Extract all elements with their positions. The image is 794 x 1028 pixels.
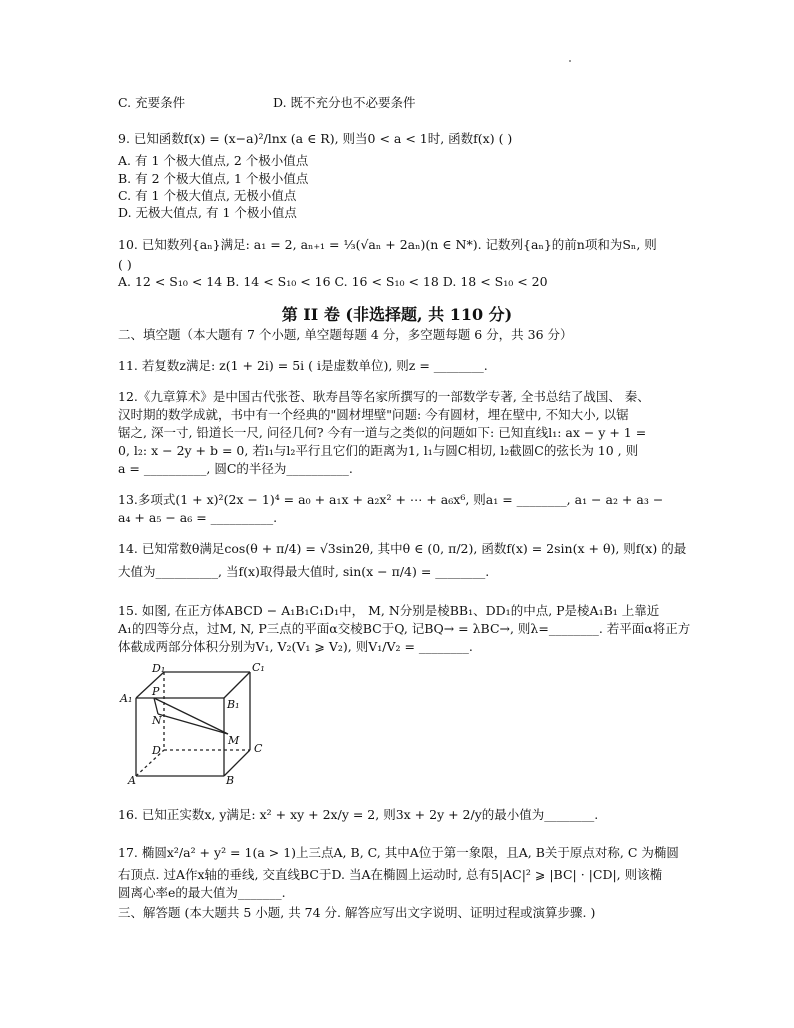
- label-B1: B₁: [227, 698, 240, 711]
- text-line: a = __________, 圆C的半径为__________.: [118, 461, 353, 476]
- cube-figure: [118, 662, 278, 786]
- text-line: ( ): [118, 257, 132, 272]
- label-D: D: [152, 744, 161, 757]
- text-line: 体截成两部分体积分别为V₁, V₂(V₁ ⩾ V₂), 则V₁/V₂ = ________.: [118, 639, 473, 654]
- text-line: 12.《九章算术》是中国古代张苍、耿寿昌等名家所撰写的一部数学专著, 全书总结了战国、 秦、: [118, 389, 650, 404]
- text-line: 9. 已知函数f(x) = (x−a)²/lnx (a ∈ R), 则当0 < a < 1时, 函数f(x) ( ): [118, 131, 513, 146]
- text-line: C. 充要条件: [118, 95, 186, 110]
- text-line: 0, l₂: x − 2y + b = 0, 若l₁与l₂平行且它们的距离为1, l₁与圆C相切, l₂截圆C的弦长为 10 , 则: [118, 443, 639, 458]
- text-line: B. 有 2 个极大值点, 1 个极小值点: [118, 171, 309, 186]
- label-A: A: [128, 774, 136, 786]
- label-P: P: [152, 685, 160, 698]
- text-line: 13.多项式(1 + x)²(2x − 1)⁴ = a₀ + a₁x + a₂x² + ⋯ + a₆x⁶, 则a₁ = ________, a₁ − a₂ + a₃ −: [118, 492, 664, 507]
- text-line: 锯之, 深一寸, 铅道长一尺, 问径几何? 今有一道与之类似的问题如下: 已知直线l₁: ax − y + 1 =: [118, 425, 647, 440]
- label-N: N: [152, 714, 162, 727]
- label-C1: C₁: [252, 662, 265, 674]
- text-line: 三、解答题 (本大题共 5 小题, 共 74 分. 解答应写出文字说明、证明过程或演算步骤. ): [118, 905, 596, 920]
- text-line: D. 既不充分也不必要条件: [273, 95, 416, 110]
- text-line: 大值为__________, 当f(x)取得最大值时, sin(x − π/4) = ________.: [118, 564, 490, 579]
- label-B: B: [226, 774, 235, 786]
- text-line: 14. 已知常数θ满足cos(θ + π/4) = √3sin2θ, 其中θ ∈ (0, π/2), 函数f(x) = 2sin(x + θ), 则f(x) 的最: [118, 541, 687, 556]
- text-line: C. 有 1 个极大值点, 无极小值点: [118, 188, 297, 203]
- label-C: C: [254, 742, 263, 755]
- label-A1: A₁: [120, 692, 133, 705]
- label-M: M: [228, 734, 240, 747]
- page-mark: [569, 60, 571, 62]
- text-line: 11. 若复数z满足: z(1 + 2i) = 5i ( i是虚数单位), 则z = ________.: [118, 358, 488, 373]
- label-D1: D₁: [152, 662, 166, 675]
- text-line: 10. 已知数列{aₙ}满足: a₁ = 2, aₙ₊₁ = ⅓(√aₙ + 2aₙ)(n ∈ N*). 记数列{aₙ}的前n项和为Sₙ, 则: [118, 237, 657, 252]
- text-line: 圆离心率e的最大值为_______.: [118, 885, 286, 900]
- text-line: D. 无极大值点, 有 1 个极小值点: [118, 205, 297, 220]
- text-line: A. 12 < S₁₀ < 14 B. 14 < S₁₀ < 16 C. 16 < S₁₀ < 18 D. 18 < S₁₀ < 20: [118, 274, 548, 289]
- section-title: 第 II 卷 (非选择题, 共 110 分): [281, 305, 513, 324]
- text-line: 汉时期的数学成就，书中有一个经典的"圆材埋壁"问题: 今有圆材，埋在壁中, 不知大小, 以锯: [118, 407, 629, 422]
- text-line: A. 有 1 个极大值点, 2 个极小值点: [118, 153, 309, 168]
- text-line: A₁的四等分点，过M, N, P三点的平面α交棱BC于Q, 记BQ→ = λBC→, 则λ=________. 若平面α将正方: [118, 621, 691, 636]
- text-line: 二、填空题（本大题有 7 个小题, 单空题每题 4 分，多空题每题 6 分，共 36 分）: [118, 327, 573, 342]
- text-line: 右顶点. 过A作x轴的垂线, 交直线BC于D. 当A在椭圆上运动时, 总有5|AC|² ⩾ |BC| · |CD|, 则该椭: [118, 867, 663, 882]
- text-line: 17. 椭圆x²/a² + y² = 1(a > 1)上三点A, B, C, 其中A位于第一象限，且A, B关于原点对称, C 为椭圆: [118, 845, 679, 860]
- text-line: 15. 如图, 在正方体ABCD − A₁B₁C₁D₁中， M, N分别是棱BB₁、DD₁的中点, P是棱A₁B₁ 上靠近: [118, 603, 660, 618]
- text-line: a₄ + a₅ − a₆ = __________.: [118, 510, 278, 525]
- text-line: 16. 已知正实数x, y满足: x² + xy + 2x/y = 2, 则3x + 2y + 2/y的最小值为________.: [118, 807, 599, 822]
